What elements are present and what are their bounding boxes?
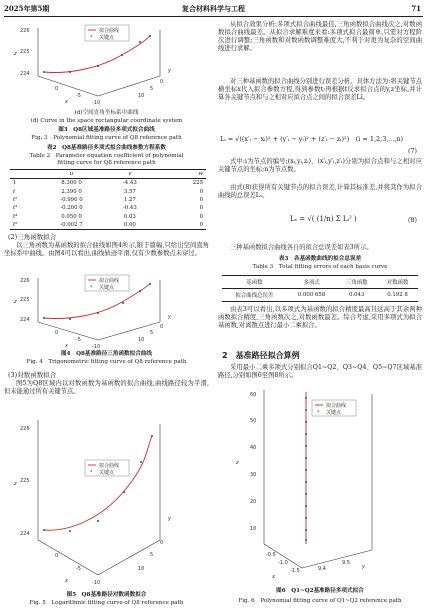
figure-6-caption-cn: 图6 Q1~Q2基准路径多项式拟合 <box>276 588 364 594</box>
column-header: w <box>198 171 203 178</box>
svg-text:*: * <box>90 35 93 41</box>
z-tick: 224 <box>20 71 30 77</box>
z-tick: 30 <box>250 472 257 478</box>
x-tick: -0.5 <box>266 552 276 558</box>
x-tick: -1.5 <box>290 568 300 574</box>
key-points <box>43 435 153 532</box>
table-header-row <box>222 276 418 289</box>
table-2-title-cn: 表2 Q8基准路径多项式拟合曲线参数方程系数 <box>47 145 166 151</box>
table-row: 拟合曲线总误差 0.000 658 0.043 0.192 8 <box>222 289 418 302</box>
x-axis-label: x <box>65 343 68 349</box>
svg-text:*: * <box>90 285 93 291</box>
x-tick: -10 <box>92 344 101 350</box>
journal-title: 复合材料科学与工程 <box>182 4 245 13</box>
table-row: t³ -0.200 0 -0.43 0 <box>13 205 203 212</box>
y-tick: 5 <box>150 330 154 336</box>
y-axis-label: y <box>168 516 171 522</box>
issue-number: 2025年第5期 <box>4 4 50 13</box>
z-axis-label: z <box>14 299 17 305</box>
paragraph: 式中:i为节点的编号;(xᵢ,yᵢ,zᵢ)、(x′ᵢ,y′ᵢ,z′ᵢ)分别为拟合点和与之相对应关键节点的坐标;n为节点数。 <box>218 158 422 173</box>
paragraph: 图5为Q8区域内以对数函数为基函数的拟合曲线,曲线路径较为平滑,但未能通过所有关键节点。 <box>4 380 209 395</box>
legend-item: 关键点 <box>99 470 115 476</box>
figure-5-caption-cn: 图5 Q8基准路径对数函数拟合 <box>66 592 147 598</box>
legend-item: 拟合曲线 <box>99 278 120 284</box>
figure-6-caption-en: Fig. 6 Polynomial fitting curve of Q1~Q2 reference path <box>238 598 402 604</box>
z-axis-label: z <box>236 460 239 466</box>
equation-8: Lₛ = √( (1/n) Σ Lᵢ² ) <box>290 215 357 223</box>
paragraph: 以三角函数为基函数的拟合曲线如图4所示,限于篇幅,只给出空间直角坐标系中曲线。由图4可以看出,曲线轨迹平滑,仅有少数参数点未穿过。 <box>4 242 209 257</box>
legend <box>312 400 356 416</box>
x-tick: -5 <box>76 93 81 99</box>
section-heading-trig: (2)三角函数拟合 <box>8 233 57 241</box>
table-3-title-en: Table 3 Total fitting errors of each basis curve <box>252 264 388 270</box>
legend-item: 关键点 <box>326 410 342 416</box>
z-tick: 60 <box>250 392 257 398</box>
table-header-row <box>10 170 206 179</box>
x-tick: 0 <box>55 330 59 336</box>
section-heading: 2 基准路径拟合算例 <box>222 351 300 360</box>
figure-5-caption-en: Fig. 5 Logarithmic fitting curve of Q8 reference path <box>29 600 184 606</box>
column-header: 基函数 <box>246 280 263 286</box>
z-tick: 225 <box>20 49 30 55</box>
z-tick: 224 <box>20 531 30 537</box>
fitting-curve <box>44 436 152 530</box>
column-header: 对数函数 <box>386 280 409 286</box>
z-tick: 50 <box>250 418 257 424</box>
z-tick: 224 <box>20 317 30 323</box>
x-axis-label: x <box>272 574 275 580</box>
y-axis-label: y <box>168 314 171 320</box>
y-tick: 10 <box>138 93 145 99</box>
y-axis-label: y <box>168 68 171 74</box>
z-tick: 226 <box>20 426 30 432</box>
table-3-title-cn: 表3 各基函数曲线的拟合总误差 <box>278 256 362 262</box>
paragraph: 由式(8)获得所有关键节点的拟合误差,计算其标准差,并将其作为拟合曲线的总误差Lₛ。 <box>218 184 422 199</box>
legend-item: 关键点 <box>99 285 115 291</box>
y-axis-label: y <box>362 564 365 570</box>
y-tick: 5 <box>150 552 154 558</box>
legend <box>85 25 129 41</box>
paragraph: 对三种基函数的拟合曲线分别进行误差分析。具体方法为:将关键节点横坐标x代入拟合参数方程,得到参数t;再根据t反求拟合点的y,z坐标,并计算各关键节点和与之相对应拟合点之间的拟合误差Li。 <box>218 78 422 101</box>
y-tick: 0 <box>160 79 164 85</box>
table-row: t⁵ -0.002 7 0.00 0 <box>10 221 206 230</box>
figure-5-plot <box>10 400 210 590</box>
x-tick: 0 <box>55 553 59 559</box>
x-tick: -1.0 <box>278 560 288 566</box>
figure-3-caption-cn: 图3 Q8区域基准路径多项式拟合曲线 <box>58 127 155 133</box>
x-axis-label: x <box>65 99 68 105</box>
z-tick: 225 <box>20 478 30 484</box>
fitting-curve <box>44 36 150 72</box>
column-header: 多项式 <box>303 280 320 286</box>
section-heading-log: (3)对数函数拟合 <box>8 371 57 379</box>
table-3 <box>222 275 418 302</box>
column-header: 三角函数 <box>345 280 368 286</box>
x-axis-label: x <box>65 578 68 584</box>
x-tick: -5 <box>76 337 81 343</box>
legend <box>85 275 129 291</box>
x-tick: -10 <box>92 100 101 106</box>
z-axis-label: z <box>14 481 17 487</box>
z-tick: 10 <box>250 526 257 532</box>
y-tick: 0 <box>160 324 164 330</box>
z-tick: 20 <box>250 499 257 505</box>
column-header: u <box>69 171 74 178</box>
paragraph: 由表3可以看出,以多项式为基函数的拟合精度最高且远高于其余两种函数拟合精度,三角函数次之,对数函数最差。综合考虑,采用多项式为拟合基函数,对离散点进行最小二乘拟合。 <box>218 306 422 329</box>
table-2 <box>10 169 206 230</box>
table-row: 1 8.300 0 -4.43 225 <box>13 180 203 187</box>
equation-8-number: (8) <box>408 217 417 224</box>
paragraph: 从拟合效果分析:多项式拟合曲线最佳,三角函数拟合曲线次之,对数函数拟合曲线最差。从拟合求解难度来看:多项式拟合最简单,只需对方程阶次进行调整;三角函数和对数函数调整难度大,不利于对更为复杂的空间曲线进行求解。 <box>218 21 422 52</box>
legend-item: 拟合曲线 <box>99 28 120 34</box>
table-row: t² -0.990 0 1.27 0 <box>13 197 203 204</box>
y-tick: 9.4 <box>318 566 326 572</box>
figure-3-caption-en: Fig. 3 Polynomial fitting curve of Q8 reference path <box>31 135 182 141</box>
figure-4-caption-cn: 图4 Q8基准路径三角函数拟合曲线 <box>61 351 152 357</box>
table-row: t 2.390 0 3.57 0 <box>13 188 203 195</box>
z-tick: 226 <box>20 28 30 34</box>
equation-7: Lᵢ = √((x′ᵢ − xᵢ)² + (y′ᵢ − yᵢ)² + (z′ᵢ − zᵢ)²) (i = 1,2,3,⋯,n) <box>220 135 404 143</box>
z-tick: 225 <box>20 297 30 303</box>
svg-text:*: * <box>90 470 93 476</box>
z-tick: 226 <box>20 278 30 284</box>
y-tick: 10 <box>138 566 145 572</box>
y-tick: 10 <box>138 337 145 343</box>
y-tick: 5 <box>150 86 154 92</box>
x-tick: 0 <box>55 86 59 92</box>
figure-3-subcaption-cn: (d)空间直角坐标系中曲线 <box>74 110 139 116</box>
figure-3-subcaption-en: (d) Curve in the space rectangular coordinate system <box>30 118 183 124</box>
table-2-title-en-2: fitting curve for Q8 reference path <box>57 160 156 166</box>
header-rule <box>4 16 423 17</box>
figure-3-plot <box>10 20 210 110</box>
table-2-title-en: Table 2 Parameter equation coefficient of polynomial <box>29 153 184 159</box>
z-axis-label: z <box>14 51 17 57</box>
equation-7-number: (7) <box>408 148 417 155</box>
column-header: v <box>128 171 132 178</box>
legend <box>85 460 129 476</box>
x-tick: -5 <box>76 566 81 572</box>
z-tick: 40 <box>250 445 257 451</box>
figure-4-plot <box>10 272 210 350</box>
table-row: t⁴ 0.050 0 0.03 0 <box>13 213 203 220</box>
x-tick: -10 <box>92 580 101 586</box>
figure-4-caption-en: Fig. 4 Trigonometric fitting curve of Q8 reference path <box>26 359 187 365</box>
figure-6-plot <box>222 384 418 584</box>
y-tick: 9.5 <box>342 560 350 566</box>
paragraph: 三种基函数拟合曲线各自的拟合总误差如表3所示。 <box>230 244 373 251</box>
y-tick: 0 <box>160 540 164 546</box>
svg-text:*: * <box>317 410 320 416</box>
legend-item: 拟合曲线 <box>99 463 120 469</box>
paragraph: 采用最小二乘多项式分别拟合Q1~Q2、Q3~Q4、Q5~Q7区域基准路径,分别如图6至图8所示。 <box>218 364 422 379</box>
legend-item: 关键点 <box>99 35 115 41</box>
legend-item: 拟合曲线 <box>326 403 347 409</box>
page-number: 71 <box>411 4 421 13</box>
